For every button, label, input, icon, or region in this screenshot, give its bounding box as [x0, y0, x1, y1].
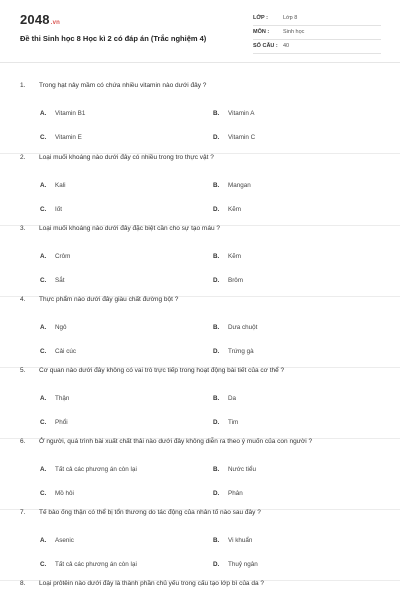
brand-logo[interactable]: 2048.vn — [20, 12, 61, 27]
option-b[interactable]: B. Mangan — [213, 182, 251, 189]
option-c[interactable]: C. Iốt — [40, 206, 63, 213]
meta-question-count: SỐ CÂU : 40 — [253, 40, 381, 54]
option-a[interactable]: A. Thận — [40, 395, 70, 402]
option-d[interactable]: D. Phân — [213, 490, 243, 497]
meta-subject: MÔN : Sinh học — [253, 26, 381, 40]
meta-class: LỚP : Lớp 8 — [253, 12, 381, 26]
exam-meta — [253, 12, 381, 54]
option-b[interactable]: B. Nước tiểu — [213, 466, 256, 473]
option-a[interactable]: A. Kali — [40, 182, 66, 189]
option-a[interactable]: A. Vitamin B1 — [40, 110, 86, 117]
option-a[interactable]: A. Crôm — [40, 253, 71, 260]
option-c[interactable]: C. Mồ hôi — [40, 490, 74, 497]
option-c[interactable]: C. Phổi — [40, 419, 68, 426]
option-d[interactable]: D. Vitamin C — [213, 134, 256, 141]
option-d[interactable]: D. Trứng gà — [213, 348, 254, 355]
option-b[interactable]: B. Vi khuẩn — [213, 537, 253, 544]
option-b[interactable]: B. Da — [213, 395, 237, 402]
option-d[interactable]: D. Brôm — [213, 277, 244, 284]
option-c[interactable]: C. Cải cúc — [40, 348, 76, 355]
option-d[interactable]: D. Tim — [213, 419, 239, 426]
page-header — [0, 0, 400, 62]
exam-title: Đề thi Sinh học 8 Học kì 2 có đáp án (Trắc nghiệm 4) — [20, 34, 207, 43]
option-a[interactable]: A. Tất cả các phương án còn lại — [40, 466, 137, 473]
option-a[interactable]: A. Ngô — [40, 324, 67, 331]
option-c[interactable]: C. Tất cả các phương án còn lại — [40, 561, 137, 568]
option-c[interactable]: C. Vitamin E — [40, 134, 82, 141]
option-a[interactable]: A. Asenic — [40, 537, 74, 544]
option-b[interactable]: B. Dưa chuột — [213, 324, 258, 331]
option-b[interactable]: B. Vitamin A — [213, 110, 255, 117]
header-divider — [0, 62, 400, 63]
option-c[interactable]: C. Sắt — [40, 277, 65, 284]
option-d[interactable]: D. Kẽm — [213, 206, 241, 213]
option-d[interactable]: D. Thuỷ ngân — [213, 561, 258, 568]
option-b[interactable]: B. Kẽm — [213, 253, 241, 260]
